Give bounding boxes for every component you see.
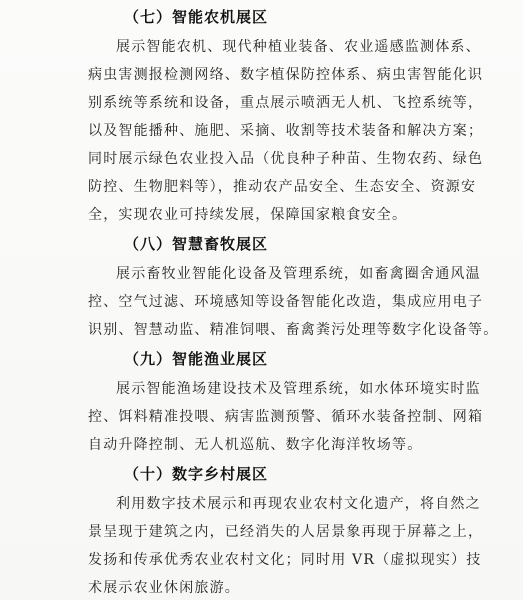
text-line: 识别、智慧动监、精准饲喂、畜禽粪污处理等数字化设备等。 <box>88 322 499 338</box>
text-line: 别系统等系统和设备，重点展示喷洒无人机、飞控系统等， <box>88 95 484 111</box>
section-body <box>88 375 484 459</box>
text-line: 防控、生物肥料等），推动农产品安全、生态安全、资源安 <box>88 179 477 195</box>
text-line: 病虫害测报检测网络、数字植保防控体系、病虫害智能化识 <box>88 67 484 83</box>
section-heading: （七）智能农机展区 <box>124 8 269 26</box>
section-heading: （九）智能渔业展区 <box>124 350 269 368</box>
text-line: 景呈现于建筑之内，已经消失的人居景象再现于屏幕之上， <box>88 524 484 540</box>
text-line: 以及智能播种、施肥、采摘、收割等技术装备和解决方案； <box>88 123 484 139</box>
text-line: 同时展示绿色农业投入品（优良种子种苗、生物农药、绿色 <box>88 151 484 167</box>
text-line: 展示智能农机、现代种植业装备、农业遥感监测体系、 <box>116 39 481 55</box>
text-line: 全，实现农业可持续发展，保障国家粮食安全。 <box>88 207 408 223</box>
text-line: 自动升降控制、无人机巡航、数字化海洋牧场等。 <box>88 437 423 453</box>
section-body <box>88 260 499 344</box>
text-line: 控、空气过滤、环境感知等设备智能化改造，集成应用电子 <box>88 294 484 310</box>
section-body <box>88 33 484 229</box>
section-heading: （十）数字乡村展区 <box>124 465 269 483</box>
text-line: 展示畜牧业智能化设备及管理系统，如畜禽圈舍通风温 <box>116 266 481 282</box>
text-line: 术展示农业休闲旅游。 <box>88 580 240 596</box>
section-body <box>88 490 484 602</box>
text-line: 发扬和传承优秀农业农村文化；同时用 VR（虚拟现实）技 <box>88 552 482 568</box>
section-heading: （八）智慧畜牧展区 <box>124 235 269 253</box>
text-line: 控、饵料精准投喂、病害监测预警、循环水装备控制、网箱 <box>88 409 484 425</box>
text-line: 展示智能渔场建设技术及管理系统，如水体环境实时监 <box>116 381 481 397</box>
text-line: 利用数字技术展示和再现农业农村文化遗产，将自然之 <box>116 496 481 512</box>
